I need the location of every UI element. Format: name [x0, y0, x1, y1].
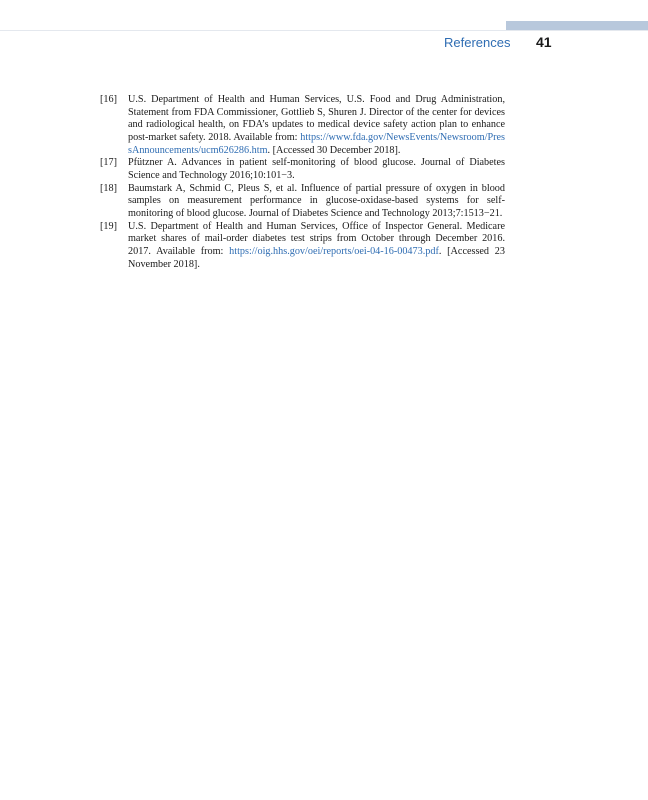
reference-text	[128, 183, 505, 221]
reference-text	[128, 157, 505, 182]
reference-text-before: Baumstark A, Schmid C, Pleus S, et al. Influence of partial pressure of oxygen in blood samples on measurement performance in glucose-oxidase-based systems for self- monitoring of blood glucose. Journal of Diabetes Science and Technology 2013;7:1513−21.	[128, 182, 505, 219]
reference-item	[100, 221, 505, 272]
reference-item	[100, 157, 505, 182]
reference-link[interactable]: https://www.fda.gov/NewsEvents/Newsroom/PressAnnouncements/ucm626286.htm	[128, 131, 505, 156]
running-head-title: References	[444, 35, 511, 50]
reference-number: [19]	[100, 220, 117, 232]
header-accent-band	[506, 21, 648, 30]
reference-number: [18]	[100, 182, 117, 194]
reference-text-before: Pfützner A. Advances in patient self-monitoring of blood glucose. Journal of Diabetes Science and Technology 2016;10:101−3.	[128, 157, 505, 181]
reference-text-before: U.S. Department of Health and Human Services, U.S. Food and Drug Administration, Statement from FDA Commissioner, Gottlieb S, Shuren J. Director of the center for devices and radiological health, on FDA’s updates to medical device safety action plan to enhance post-market safety. 2018. Available from:	[128, 94, 505, 143]
reference-text-before: U.S. Department of Health and Human Services, Office of Inspector General. Medicare market shares of mail-order diabetes test strips from October through December 2016. 2017. Available from:	[128, 220, 505, 257]
reference-text	[128, 94, 505, 157]
reference-item	[100, 183, 505, 221]
reference-list	[100, 94, 505, 271]
reference-number: [17]	[100, 157, 117, 169]
reference-number: [16]	[100, 94, 117, 105]
reference-item	[100, 94, 505, 157]
reference-text	[128, 221, 505, 272]
reference-text-after: . [Accessed 30 December 2018].	[267, 144, 401, 156]
header-rule	[0, 30, 648, 31]
page-number: 41	[536, 34, 552, 50]
reference-text-after: . [Accessed 23 November 2018].	[128, 245, 505, 270]
reference-link[interactable]: https://oig.hhs.gov/oei/reports/oei-04-16-00473.pdf	[229, 245, 439, 257]
